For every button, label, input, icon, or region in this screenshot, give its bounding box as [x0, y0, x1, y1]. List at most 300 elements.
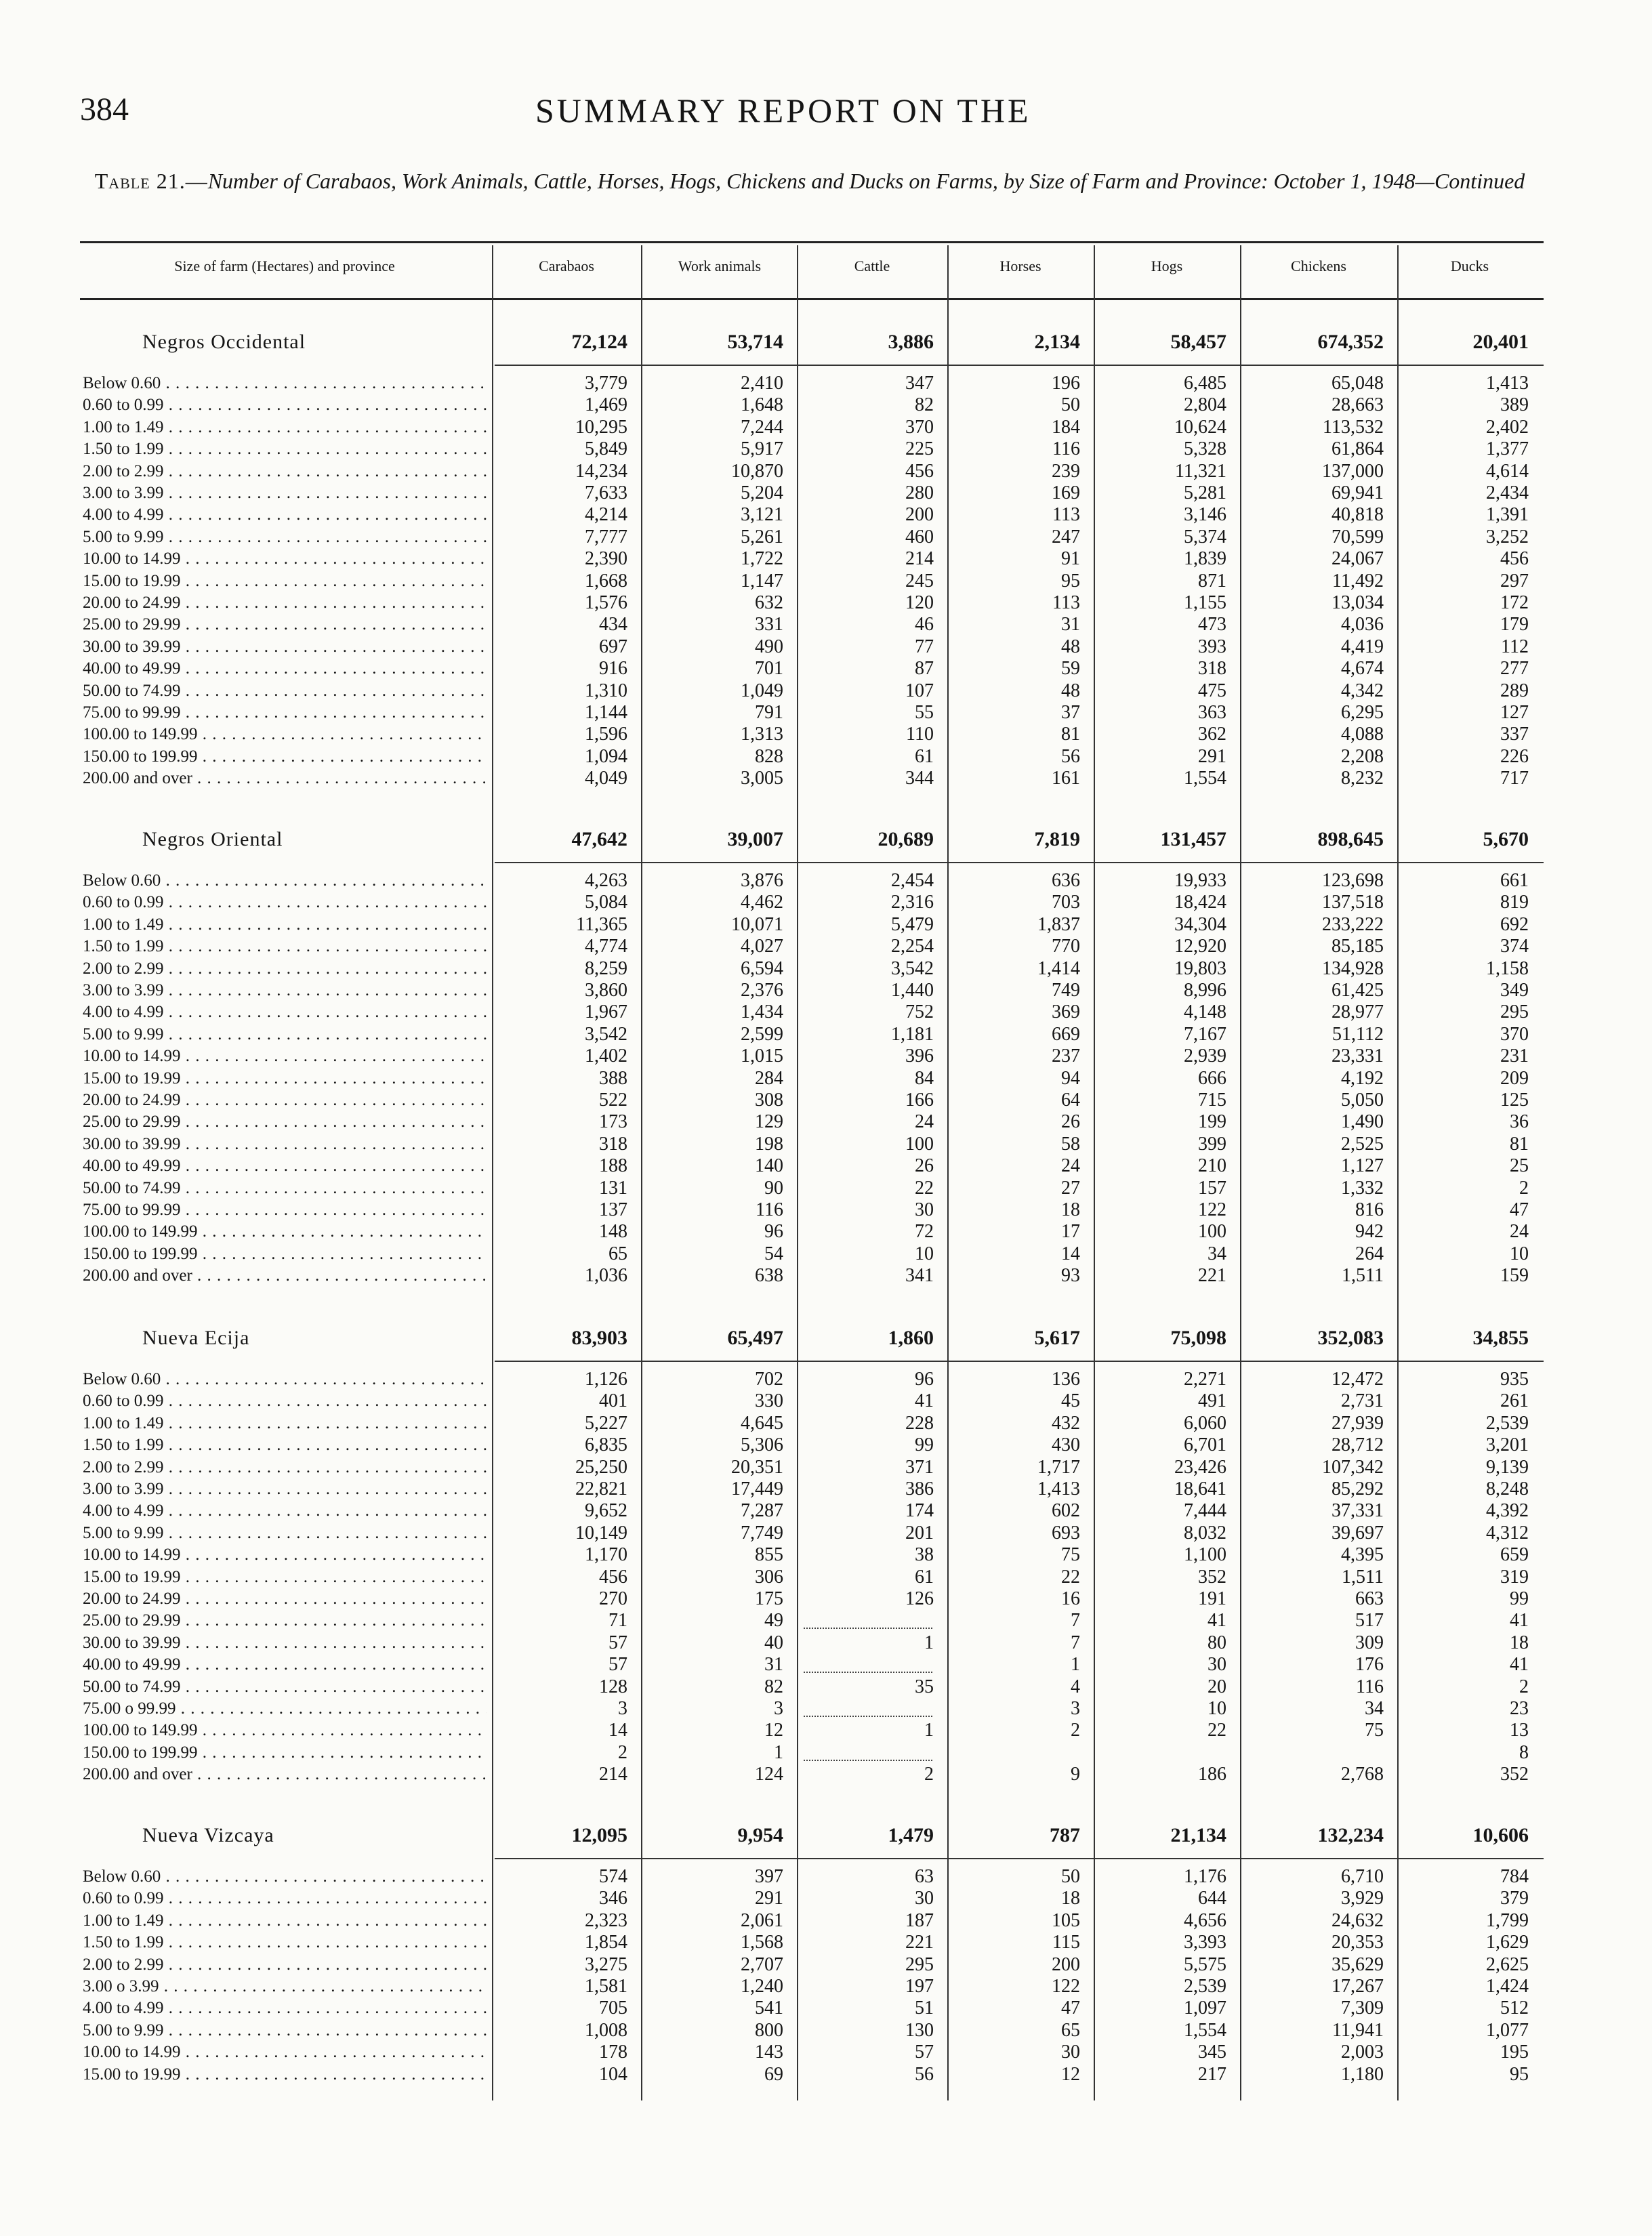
table-cell: 701 [755, 658, 783, 680]
column-header: Horses [999, 257, 1041, 274]
table-cell: 362 [1198, 724, 1226, 745]
table-cell: 173 [599, 1111, 627, 1133]
table-cell: 1,576 [585, 592, 627, 613]
table-cell: 7,749 [741, 1522, 783, 1544]
size-class-label: 20.00 to 24.99 . . . [83, 1588, 487, 1610]
table-cell: 1,511 [1342, 1265, 1384, 1287]
size-class-label: 40.00 to 49.99 . . . [83, 658, 487, 680]
table-cell: 24,632 [1331, 1909, 1384, 1931]
table-cell: 239 [1052, 460, 1080, 482]
table-cell: 31 [1061, 614, 1080, 636]
table-cell: 30 [915, 1199, 934, 1220]
size-class-label: 200.00 and over . . . [83, 1265, 487, 1287]
table-cell: 38 [915, 1544, 934, 1566]
table-cell: 308 [755, 1090, 783, 1111]
table-cell: 386 [905, 1478, 934, 1499]
table-cell: 318 [1198, 658, 1226, 680]
table-cell: 6,485 [1184, 373, 1226, 394]
table-cell: 127 [1500, 702, 1529, 723]
table-cell: 291 [1198, 745, 1226, 767]
table-cell: 1,147 [741, 570, 783, 592]
table-cell: 3,779 [585, 373, 627, 394]
table-cell: 186 [1198, 1764, 1226, 1785]
table-cell: 1,554 [1184, 2019, 1226, 2041]
table-cell: 221 [905, 1932, 934, 1953]
table-cell: 64 [1061, 1090, 1080, 1111]
province-total: 5,670 [1483, 828, 1529, 850]
table-cell: 345 [1198, 2042, 1226, 2063]
table-cell: 5,575 [1184, 1953, 1226, 1975]
table-cell: 8,032 [1184, 1522, 1226, 1544]
province-rule [495, 862, 1544, 863]
table-cell: 1 [924, 1720, 934, 1741]
table-cell: 233,222 [1322, 913, 1384, 935]
table-cell: 18 [1061, 1199, 1080, 1220]
province-total: 2,134 [1034, 331, 1080, 353]
table-cell: 69,941 [1331, 482, 1384, 503]
table-cell: 84 [915, 1067, 934, 1089]
table-cell: 80 [1207, 1632, 1226, 1653]
table-cell: 179 [1500, 614, 1529, 636]
table-cell: 369 [1052, 1001, 1080, 1023]
table-cell: 6,295 [1341, 702, 1384, 723]
size-class-label: 1.50 to 1.99 . . . [83, 1932, 487, 1953]
table-cell: 389 [1500, 394, 1529, 416]
table-cell: 1,158 [1486, 957, 1529, 979]
column-header: Chickens [1291, 257, 1346, 274]
table-cell: 3 [1071, 1698, 1080, 1719]
table-cell: 1,490 [1341, 1111, 1384, 1133]
table-cell: 137,518 [1322, 892, 1384, 913]
table-cell: 2,539 [1486, 1412, 1529, 1434]
table-cell: 1,413 [1486, 373, 1529, 394]
table-cell: 54 [764, 1243, 783, 1264]
size-class-label: 15.00 to 19.99 . . . [83, 571, 487, 592]
table-cell: 22,821 [575, 1478, 627, 1499]
table-cell [1096, 1742, 1226, 1764]
column-rule [1397, 245, 1399, 2100]
table-cell: 344 [905, 768, 934, 789]
table-cell: 41 [1510, 1610, 1529, 1632]
column-rule [1240, 245, 1241, 2100]
table-cell: 319 [1500, 1566, 1529, 1588]
table-cell: 47 [1510, 1199, 1529, 1220]
table-cell: 17 [1061, 1221, 1080, 1243]
size-class-label: 2.00 to 2.99 . . . [83, 958, 487, 980]
table-cell: 148 [599, 1221, 627, 1243]
table-cell: 396 [905, 1045, 934, 1067]
table-cell: 13,034 [1331, 592, 1384, 613]
table-cell: 7,287 [741, 1500, 783, 1522]
table-cell: 36 [1510, 1111, 1529, 1133]
table-cell: 75 [1061, 1544, 1080, 1566]
table-cell: 16 [1061, 1588, 1080, 1609]
table-cell: 306 [755, 1566, 783, 1588]
table-cell: 39,697 [1331, 1522, 1384, 1544]
province-name: Nueva Ecija [142, 1327, 250, 1349]
size-class-label: 15.00 to 19.99 . . . [83, 1068, 487, 1090]
table-cell: 201 [905, 1522, 934, 1544]
table-caption-body: Number of Carabaos, Work Animals, Cattle, Horses, Hogs, Chickens and Ducks on Farms, by Size of Farm and Province: October 1, 1948—Continued [207, 169, 1525, 193]
table-cell: 56 [1061, 745, 1080, 767]
size-class-label: 0.60 to 0.99 . . . [83, 394, 487, 416]
table-cell: 330 [755, 1390, 783, 1412]
table-cell: 11,941 [1332, 2019, 1384, 2041]
empty-cell-leader [804, 1606, 932, 1629]
province-total: 132,234 [1317, 1824, 1384, 1846]
province-total: 58,457 [1170, 331, 1226, 353]
size-class-label: 4.00 to 4.99 . . . [83, 1500, 487, 1522]
table-cell: 28,712 [1331, 1434, 1384, 1456]
table-cell: 104 [599, 2063, 627, 2085]
table-cell: 1,155 [1184, 592, 1226, 613]
table-cell: 816 [1355, 1199, 1384, 1220]
table-cell: 2,376 [741, 980, 783, 1001]
table-cell: 1,839 [1184, 548, 1226, 570]
table-cell: 1,100 [1184, 1544, 1226, 1566]
table-cell [1243, 1742, 1384, 1764]
table-cell: 59 [1061, 658, 1080, 680]
table-cell: 341 [905, 1265, 934, 1287]
table-cell: 63 [915, 1866, 934, 1887]
table-cell: 2,410 [741, 373, 783, 394]
table-cell: 122 [1198, 1199, 1226, 1220]
table-cell: 81 [1510, 1133, 1529, 1155]
size-class-label: Below 0.60 . . . [83, 1369, 487, 1390]
empty-cell-leader [804, 1650, 932, 1673]
column-rule [947, 245, 949, 2100]
table-cell: 85,292 [1331, 1478, 1384, 1499]
province-total: 674,352 [1317, 331, 1384, 353]
table-cell: 5,050 [1341, 1090, 1384, 1111]
table-cell: 770 [1052, 936, 1080, 957]
table-cell: 663 [1355, 1588, 1384, 1609]
table-cell: 828 [755, 745, 783, 767]
province-total: 53,714 [727, 331, 783, 353]
province-rule [495, 1361, 1544, 1362]
table-cell: 5,849 [585, 438, 627, 460]
table-cell: 18 [1510, 1632, 1529, 1653]
table-cell: 4 [1071, 1676, 1080, 1697]
table-cell: 3,393 [1184, 1932, 1226, 1953]
size-class-label: 15.00 to 19.99 . . . [83, 2064, 487, 2086]
table-cell: 5,479 [891, 913, 934, 935]
table-cell: 96 [915, 1369, 934, 1390]
table-cell: 50 [1061, 1866, 1080, 1887]
table-cell: 2,316 [891, 892, 934, 913]
table-cell: 5,204 [741, 482, 783, 503]
table-cell: 48 [1061, 680, 1080, 701]
table-cell: 1,967 [585, 1001, 627, 1023]
table-cell: 14 [608, 1720, 627, 1741]
province-total: 352,083 [1317, 1327, 1384, 1349]
table-cell: 490 [755, 636, 783, 657]
table-cell: 10 [1510, 1243, 1529, 1264]
table-cell: 370 [1500, 1023, 1529, 1045]
table-cell [950, 1742, 1080, 1764]
table-cell: 20 [1207, 1676, 1226, 1697]
table-cell: 2,454 [891, 870, 934, 891]
table-cell: 178 [599, 2042, 627, 2063]
province-total: 3,886 [888, 331, 934, 353]
size-class-label: 1.50 to 1.99 . . . [83, 1434, 487, 1456]
size-class-label: 2.00 to 2.99 . . . [83, 461, 487, 482]
size-class-label: 5.00 to 9.99 . . . [83, 526, 487, 548]
table-cell: 2 [1519, 1676, 1529, 1697]
table-cell: 4,088 [1341, 724, 1384, 745]
table-cell: 1,313 [741, 724, 783, 745]
size-class-label: Below 0.60 . . . [83, 870, 487, 892]
table-cell: 90 [764, 1177, 783, 1199]
table-cell: 41 [1207, 1610, 1226, 1632]
table-cell: 4,774 [585, 936, 627, 957]
table-cell: 9,139 [1486, 1456, 1529, 1478]
table-cell: 7,167 [1184, 1023, 1226, 1045]
column-header: Work animals [678, 257, 762, 274]
empty-cell-leader [804, 1694, 932, 1717]
table-cell: 65 [608, 1243, 627, 1264]
table-cell: 61 [915, 745, 934, 767]
table-cell: 475 [1198, 680, 1226, 701]
province-total: 787 [1050, 1824, 1080, 1846]
table-cell: 697 [599, 636, 627, 657]
table-cell: 7,309 [1341, 1997, 1384, 2019]
table-cell: 41 [1510, 1654, 1529, 1676]
table-cell: 3,542 [585, 1023, 627, 1045]
size-class-label: 100.00 to 149.99 . . . [83, 1720, 487, 1741]
table-cell: 10 [915, 1243, 934, 1264]
table-cell: 100 [905, 1133, 934, 1155]
table-cell: 65,048 [1331, 373, 1384, 394]
table-cell: 72 [915, 1221, 934, 1243]
table-cell: 2,271 [1184, 1369, 1226, 1390]
table-cell: 5,084 [585, 892, 627, 913]
province-name: Nueva Vizcaya [142, 1824, 274, 1846]
table-cell: 1 [774, 1741, 783, 1763]
table-cell: 3,201 [1486, 1434, 1529, 1456]
table-cell: 56 [915, 2063, 934, 2085]
province-total: 39,007 [727, 828, 783, 850]
table-cell: 137 [599, 1199, 627, 1220]
table-cell: 1,240 [741, 1976, 783, 1997]
province-total: 12,095 [571, 1824, 627, 1846]
size-class-label: 3.00 to 3.99 . . . [83, 1478, 487, 1500]
table-cell: 57 [915, 2042, 934, 2063]
table-cell: 430 [1052, 1434, 1080, 1456]
table-cell: 541 [755, 1997, 783, 2019]
table-cell: 8 [1519, 1741, 1529, 1763]
size-class-label: 30.00 to 39.99 . . . [83, 1134, 487, 1155]
table-cell: 393 [1198, 636, 1226, 657]
table-cell: 2,707 [741, 1953, 783, 1975]
table-cell: 434 [599, 614, 627, 636]
table-cell: 209 [1500, 1067, 1529, 1089]
table-cell: 2,254 [891, 936, 934, 957]
table-header-rule [80, 298, 1544, 300]
size-class-label: 150.00 to 199.99 . . . [83, 1243, 487, 1265]
table-cell: 51,112 [1332, 1023, 1384, 1045]
table-cell: 3,121 [741, 504, 783, 526]
table-cell: 1,568 [741, 1932, 783, 1953]
table-cell: 2 [618, 1741, 627, 1763]
table-cell: 264 [1355, 1243, 1384, 1264]
table-cell: 122 [1052, 1976, 1080, 1997]
table-cell: 31 [764, 1654, 783, 1676]
table-cell: 4,192 [1341, 1067, 1384, 1089]
table-cell: 661 [1500, 870, 1529, 891]
table-cell: 107,342 [1322, 1456, 1384, 1478]
table-cell: 198 [755, 1133, 783, 1155]
size-class-label: 150.00 to 199.99 . . . [83, 746, 487, 768]
table-cell: 49 [764, 1610, 783, 1632]
province-total: 75,098 [1170, 1327, 1226, 1349]
size-class-label: 30.00 to 39.99 . . . [83, 1632, 487, 1654]
table-cell: 1,181 [891, 1023, 934, 1045]
table-cell: 1 [924, 1632, 934, 1653]
table-cell: 2,208 [1341, 745, 1384, 767]
table-top-rule [80, 241, 1544, 243]
table-cell: 22 [1207, 1720, 1226, 1741]
table-cell: 105 [1052, 1909, 1080, 1931]
province-total: 7,819 [1034, 828, 1080, 850]
table-cell: 1,036 [585, 1265, 627, 1287]
size-class-label: 2.00 to 2.99 . . . [83, 1954, 487, 1976]
table-cell: 9,652 [585, 1500, 627, 1522]
table-cell: 40 [764, 1632, 783, 1653]
table-cell: 110 [906, 724, 934, 745]
table-cell: 1,126 [585, 1369, 627, 1390]
column-rule [797, 245, 798, 2100]
table-cell: 399 [1198, 1133, 1226, 1155]
table-cell: 4,462 [741, 892, 783, 913]
table-cell: 388 [599, 1067, 627, 1089]
table-cell: 217 [1198, 2063, 1226, 2085]
table-cell: 20,353 [1331, 1932, 1384, 1953]
table-cell: 5,261 [741, 526, 783, 547]
table-cell: 7,444 [1184, 1500, 1226, 1522]
table-cell: 935 [1500, 1369, 1529, 1390]
table-cell: 23,331 [1331, 1045, 1384, 1067]
table-cell: 791 [755, 702, 783, 723]
table-cell: 644 [1198, 1888, 1226, 1909]
table-cell: 456 [599, 1566, 627, 1588]
size-class-label: 4.00 to 4.99 . . . [83, 504, 487, 526]
province-total: 20,689 [877, 828, 934, 850]
table-cell: 2,525 [1341, 1133, 1384, 1155]
table-cell: 87 [915, 658, 934, 680]
province-total: 83,903 [571, 1327, 627, 1349]
table-cell: 1,332 [1341, 1177, 1384, 1199]
table-cell: 1,469 [585, 394, 627, 416]
table-cell: 6,594 [741, 957, 783, 979]
table-cell: 363 [1198, 702, 1226, 723]
size-class-label: 100.00 to 149.99 . . . [83, 724, 487, 745]
table-cell: 261 [1500, 1390, 1529, 1412]
table-cell: 346 [599, 1888, 627, 1909]
table-cell: 491 [1198, 1390, 1226, 1412]
table-cell: 128 [599, 1676, 627, 1697]
province-name: Negros Occidental [142, 331, 306, 353]
table-cell: 210 [1198, 1155, 1226, 1177]
table-cell: 12 [764, 1720, 783, 1741]
table-cell: 916 [599, 658, 627, 680]
table-cell: 134,928 [1322, 957, 1384, 979]
table-cell: 172 [1500, 592, 1529, 613]
size-class-label: 2.00 to 2.99 . . . [83, 1457, 487, 1478]
table-cell: 855 [755, 1544, 783, 1566]
table-cell: 309 [1355, 1632, 1384, 1653]
table-cell: 347 [905, 373, 934, 394]
table-cell: 93 [1061, 1265, 1080, 1287]
table-cell: 30 [1061, 2042, 1080, 2063]
size-class-label: 75.00 to 99.99 . . . [83, 1199, 487, 1221]
size-class-label: 50.00 to 74.99 . . . [83, 680, 487, 702]
table-cell: 26 [915, 1155, 934, 1177]
table-cell: 702 [755, 1369, 783, 1390]
size-class-label: 3.00 to 3.99 . . . [83, 980, 487, 1001]
table-cell: 280 [905, 482, 934, 503]
table-cell: 8,232 [1341, 768, 1384, 789]
table-cell: 460 [905, 526, 934, 547]
table-cell: 1,094 [585, 745, 627, 767]
province-total: 47,642 [571, 828, 627, 850]
table-cell: 34,304 [1174, 913, 1226, 935]
table-cell: 1,170 [585, 1544, 627, 1566]
table-cell: 1,648 [741, 394, 783, 416]
size-class-label: 3.00 o 3.99 . . . [83, 1976, 487, 1997]
province-name: Negros Oriental [142, 828, 283, 850]
table-cell: 214 [905, 548, 934, 570]
province-total: 9,954 [737, 1824, 783, 1846]
table-cell: 1,310 [585, 680, 627, 701]
table-cell: 1,015 [741, 1045, 783, 1067]
table-cell: 4,656 [1184, 1909, 1226, 1931]
size-class-label: 25.00 to 29.99 . . . [83, 1610, 487, 1632]
table-cell: 81 [1061, 724, 1080, 745]
table-cell: 19,803 [1174, 957, 1226, 979]
table-cell: 61,425 [1331, 980, 1384, 1001]
table-cell: 517 [1355, 1610, 1384, 1632]
table-cell: 71 [608, 1610, 627, 1632]
table-cell: 116 [756, 1199, 783, 1220]
table-cell: 3,252 [1486, 526, 1529, 547]
table-cell: 245 [905, 570, 934, 592]
table-cell: 20,351 [731, 1456, 783, 1478]
table-cell: 57 [608, 1654, 627, 1676]
table-cell: 3,146 [1184, 504, 1226, 526]
table-cell: 1,077 [1486, 2019, 1529, 2041]
table-cell: 14 [1061, 1243, 1080, 1264]
table-cell: 3,929 [1341, 1888, 1384, 1909]
table-cell: 4,614 [1486, 460, 1529, 482]
size-class-label: 1.00 to 1.49 . . . [83, 1413, 487, 1434]
size-class-label: 20.00 to 24.99 . . . [83, 1090, 487, 1111]
table-cell: 24 [915, 1111, 934, 1133]
table-cell: 705 [599, 1997, 627, 2019]
table-cell: 3 [618, 1698, 627, 1719]
table-cell: 45 [1061, 1390, 1080, 1412]
table-cell: 115 [1052, 1932, 1080, 1953]
table-cell: 752 [905, 1001, 934, 1023]
table-cell: 58 [1061, 1133, 1080, 1155]
table-cell: 2,768 [1341, 1764, 1384, 1785]
table-cell: 6,060 [1184, 1412, 1226, 1434]
table-cell: 277 [1500, 658, 1529, 680]
province-rule [495, 365, 1544, 366]
table-cell: 35,629 [1331, 1953, 1384, 1975]
table-cell: 26 [1061, 1111, 1080, 1133]
size-class-label: 25.00 to 29.99 . . . [83, 614, 487, 636]
